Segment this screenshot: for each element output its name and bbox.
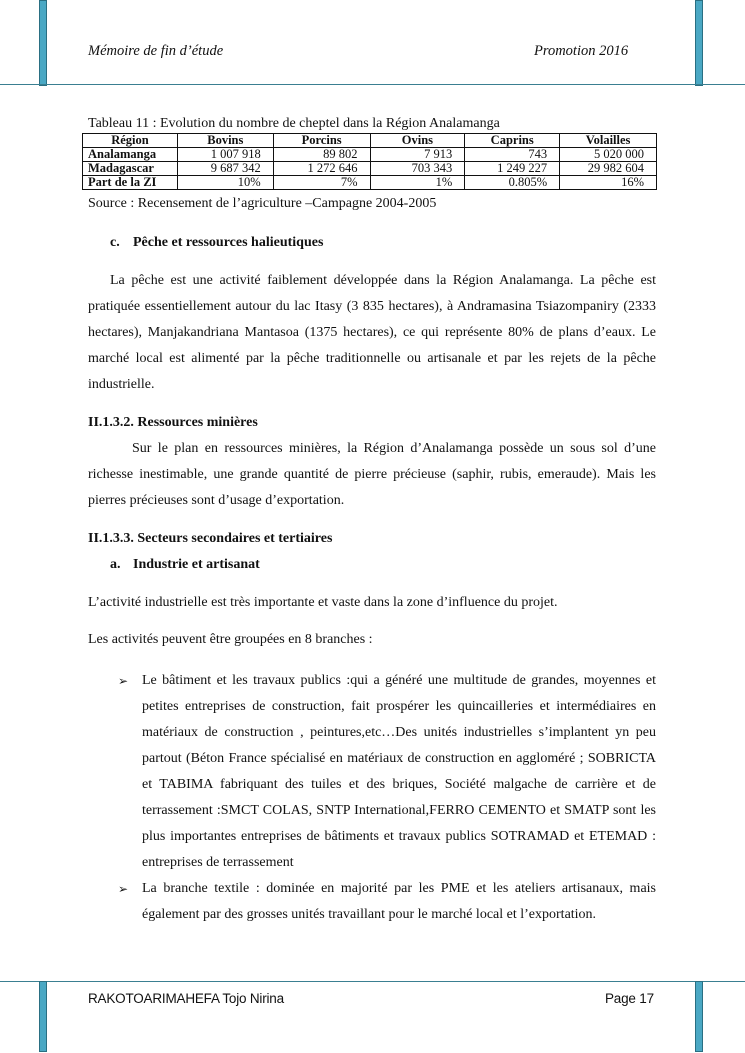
cheptel-table: [82, 133, 657, 190]
table-cell: 743: [465, 148, 560, 162]
paragraph-branches-intro: Les activités peuvent être groupées en 8 branches :: [88, 632, 373, 647]
header-left-bar: [39, 0, 47, 86]
table-cell: 29 982 604: [560, 162, 657, 176]
table-row: [83, 162, 657, 176]
row-label: Part de la ZI: [83, 176, 178, 190]
row-label: Analamanga: [83, 148, 178, 162]
table-row: [83, 148, 657, 162]
paragraph-peche: La pêche est une activité faiblement développée dans la Région Analamanga. La pêche est pratiquée essentiellement autour du lac Itasy (3 835 hectares), à Andramasina Tsiazompaniry (2333 hectares), Manjakandriana Mantasoa (1375 hectares), ce qui représente 80% de plans d’eaux. Le marché local est alimenté par la pêche traditionnelle ou artisanale et par les rejets de la pêche industrielle.: [88, 273, 656, 392]
list-item: [118, 876, 656, 928]
header-promotion: Promotion 2016: [534, 43, 629, 59]
column-header: Caprins: [465, 134, 560, 148]
header-title: Mémoire de fin d’étude: [88, 43, 224, 59]
list-item-text: Le bâtiment et les travaux publics :qui a généré une multitude de grandes, moyennes et petites entreprises de construction, fait prospérer les quincailleries et intermédiaires en matériaux de construction , peintures,etc…Des unités industrielles s’implantent yn peu partout (Béton France spécialisé en matériaux de construction en aggloméré ; SOBRICTA et TABIMA fabriquant des tuiles et des briques, Société malgache de carrière et de terrassement :SMCT COLAS, SNTP International,FERRO CEMENTO et SMATP sont les plus importantes entreprises de bâtiments et travaux publics SOTRAMAD et ETEMAD : entreprises de terrassement: [142, 673, 656, 870]
list-item: [118, 668, 656, 876]
table-cell: 7%: [273, 176, 370, 190]
table-cell: 1%: [370, 176, 465, 190]
column-header: Porcins: [273, 134, 370, 148]
header-rule: [0, 84, 745, 85]
header-right-bar: [695, 0, 703, 86]
table-cell: 16%: [560, 176, 657, 190]
table-cell: 1 272 646: [273, 162, 370, 176]
footer-rule: [0, 981, 745, 982]
footer-author: RAKOTOARIMAHEFA Tojo Nirina: [88, 991, 284, 1006]
arrow-bullet-icon: ➢: [118, 674, 129, 688]
section-heading-secteurs: II.1.3.3. Secteurs secondaires et tertiaires: [88, 531, 333, 546]
branches-list: [118, 668, 656, 928]
table-cell: 703 343: [370, 162, 465, 176]
table-cell: 0.805%: [465, 176, 560, 190]
column-header: Volailles: [560, 134, 657, 148]
arrow-bullet-icon: ➢: [118, 882, 129, 896]
table-cell: 1 249 227: [465, 162, 560, 176]
paragraph-activite-industrielle: L’activité industrielle est très importante et vaste dans la zone d’influence du projet.: [88, 595, 558, 610]
list-item-text: La branche textile : dominée en majorité par les PME et les ateliers artisanaux, mais également par des grosses unités travaillant pour le marché local et l’exportation.: [142, 881, 656, 922]
table-header-row: [83, 134, 657, 148]
subsection-title: Industrie et artisanat: [133, 557, 260, 572]
table-row: [83, 176, 657, 190]
table-cell: 1 007 918: [177, 148, 273, 162]
paragraph-ressources-minieres: Sur le plan en ressources minières, la Région d’Analamanga possède un sous sol d’une richesse inestimable, une grande quantité de pierre précieuse (saphir, rubis, emeraude). Mais les pierres précieuses sont d’usage d’exportation.: [88, 441, 656, 508]
subsection-title: Pêche et ressources halieutiques: [133, 235, 324, 250]
subsection-letter: c.: [110, 235, 120, 250]
footer-right-bar: [695, 981, 703, 1052]
table-cell: 5 020 000: [560, 148, 657, 162]
section-heading-ressources-minieres: II.1.3.2. Ressources minières: [88, 415, 258, 430]
footer-left-bar: [39, 981, 47, 1052]
subsection-heading-industrie: [110, 557, 260, 573]
table-cell: 7 913: [370, 148, 465, 162]
table-source: Source : Recensement de l’agriculture –Campagne 2004-2005: [88, 196, 437, 211]
subsection-heading-peche: [110, 235, 323, 251]
page-number: Page 17: [605, 991, 654, 1006]
column-header: Ovins: [370, 134, 465, 148]
column-header: Région: [83, 134, 178, 148]
subsection-letter: a.: [110, 557, 121, 572]
column-header: Bovins: [177, 134, 273, 148]
row-label: Madagascar: [83, 162, 178, 176]
table-cell: 9 687 342: [177, 162, 273, 176]
table-cell: 89 802: [273, 148, 370, 162]
table-cell: 10%: [177, 176, 273, 190]
table-caption: Tableau 11 : Evolution du nombre de cheptel dans la Région Analamanga: [88, 116, 500, 131]
